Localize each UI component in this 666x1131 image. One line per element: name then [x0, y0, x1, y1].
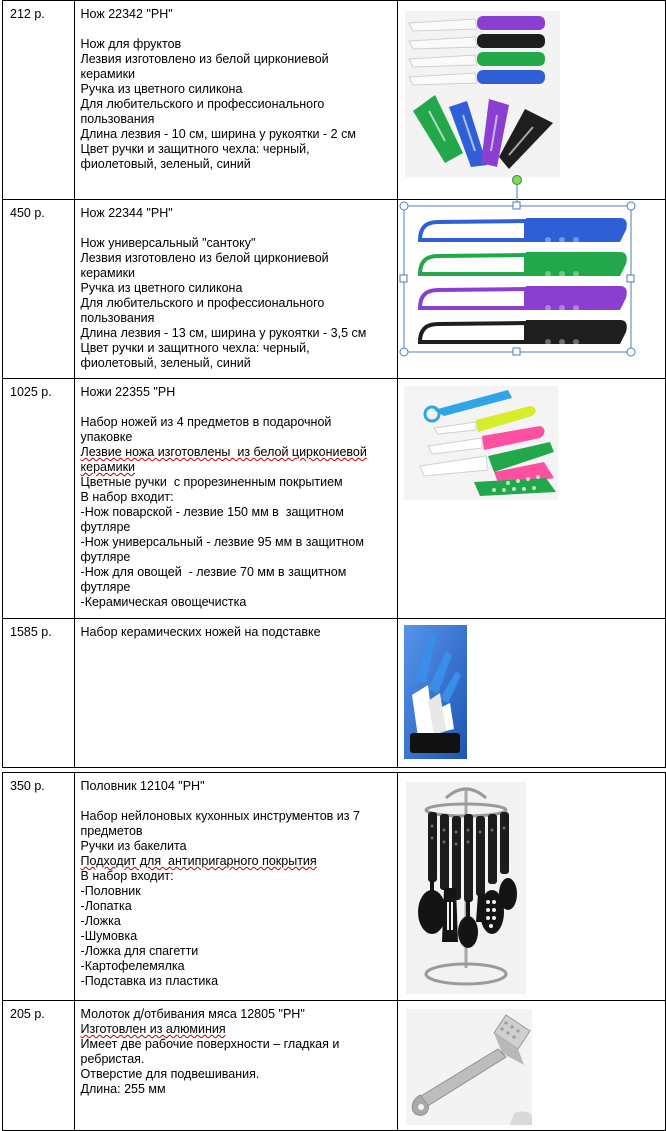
santoku-knife-set-image[interactable] [398, 174, 643, 358]
description-line: В набор входит: [80, 490, 174, 504]
description-line: пользования [80, 311, 155, 325]
description-line: В набор входит: [80, 869, 174, 883]
description-cell [74, 1, 397, 200]
utensil-rack-image [406, 782, 526, 994]
description-cell [74, 379, 397, 619]
knife-gift-set-image [404, 386, 558, 500]
price-text: 212 р. [10, 7, 45, 21]
description-cell [74, 1001, 397, 1131]
price-cell [3, 379, 75, 619]
description-line: Ножи 22355 "PH [80, 385, 176, 399]
description-line: футляре [80, 520, 131, 534]
price-cell [3, 619, 75, 768]
description-line: Набор ножей из 4 предметов в подарочной [80, 415, 332, 429]
description-line: пользования [80, 112, 155, 126]
image-cell [397, 379, 665, 619]
description-line: Лезвия изготовлено из белой циркониевой [80, 52, 329, 66]
description-line: -Шумовка [80, 929, 138, 943]
resize-handle-icon [627, 202, 635, 210]
description-line: Лезвия изготовлено из белой циркониевой [80, 251, 329, 265]
description-line: Имеет две рабочие поверхности – гладкая и [80, 1037, 340, 1051]
resize-handle-icon [513, 348, 520, 355]
price-cell [3, 773, 75, 1001]
table-row [3, 773, 666, 1001]
description-line: керамики [80, 460, 136, 474]
description-line [81, 221, 393, 236]
description-line: Ручка из цветного силикона [80, 82, 243, 96]
table-row [3, 379, 666, 619]
description-line: ребристая. [80, 1052, 145, 1066]
description-line: Лезвие ножа изготовлены из белой циркониевой [80, 445, 367, 459]
resize-handle-icon [627, 348, 635, 356]
price-text: 1025 р. [10, 385, 52, 399]
description-line: -Лопатка [80, 899, 132, 913]
description-text [75, 200, 397, 371]
description-line: керамики [80, 67, 136, 81]
description-line: керамики [80, 266, 136, 280]
description-line: Нож универсальный "сантоку" [80, 236, 256, 250]
products-table-knives [2, 0, 666, 768]
description-line: -Подставка из пластика [80, 974, 219, 988]
description-text [75, 379, 397, 610]
description-line: Цветные ручки с прорезиненным покрытием [80, 475, 343, 489]
price-cell [3, 1, 75, 200]
description-line: Цвет ручки и защитного чехла: черный, [80, 142, 310, 156]
table-row [3, 200, 666, 379]
price-cell [3, 1001, 75, 1131]
description-line: Половник 12104 "PH" [80, 779, 205, 793]
description-line: -Нож для овощей - лезвие 70 мм в защитном [80, 565, 347, 579]
description-line: футляре [80, 550, 131, 564]
resize-handle-icon [400, 348, 408, 356]
description-line: Длина лезвия - 10 см, ширина у рукоятки - 2 см [80, 127, 356, 141]
description-text [75, 619, 397, 640]
description-line: фиолетовый, зеленый, синий [80, 356, 251, 370]
description-line: упаковке [80, 430, 133, 444]
description-line: Ручки из бакелита [80, 839, 187, 853]
price-text: 205 р. [10, 1007, 45, 1021]
description-line: Нож 22342 "PH" [80, 7, 173, 21]
description-cell [74, 773, 397, 1001]
price-cell [3, 200, 75, 379]
description-text [75, 1001, 397, 1097]
description-line [81, 794, 393, 809]
table-row [3, 1001, 666, 1131]
description-line: -Ложка [80, 914, 121, 928]
description-line: Набор керамических ножей на подставке [80, 625, 321, 639]
knife-stand-image [404, 625, 467, 759]
description-line: Для любительского и профессионального [80, 296, 325, 310]
description-line: Длина лезвия - 13 см, ширина у рукоятки - 3,5 см [80, 326, 367, 340]
table-row [3, 1, 666, 200]
resize-handle-icon [400, 275, 407, 282]
description-line: Цвет ручки и защитного чехла: черный, [80, 341, 310, 355]
description-cell [74, 200, 397, 379]
description-line: Подходит для антипригарного покрытия [80, 854, 317, 868]
description-line: Длина: 255 мм [80, 1082, 166, 1096]
description-line: -Нож универсальный - лезвие 95 мм в защитном [80, 535, 364, 549]
description-line: фиолетовый, зеленый, синий [80, 157, 251, 171]
rotate-handle-icon [512, 176, 521, 185]
description-line: Молоток д/отбивания мяса 12805 "PH" [80, 1007, 305, 1021]
description-line: Нож 22344 "PH" [80, 206, 173, 220]
description-line: футляре [80, 580, 131, 594]
table-row [3, 619, 666, 768]
description-line: -Керамическая овощечистка [80, 595, 247, 609]
resize-handle-icon [400, 202, 408, 210]
description-line: предметов [80, 824, 143, 838]
image-cell [397, 619, 665, 768]
description-line: Набор нейлоновых кухонных инструментов из 7 [80, 809, 360, 823]
image-cell [397, 200, 665, 379]
meat-hammer-image [406, 1009, 532, 1125]
price-text: 350 р. [10, 779, 45, 793]
resize-handle-icon [627, 275, 634, 282]
description-text [75, 773, 397, 989]
description-text [75, 1, 397, 172]
description-line: Ручка из цветного силикона [80, 281, 243, 295]
description-line: Отверстие для подвешивания. [80, 1067, 260, 1081]
description-line: -Половник [80, 884, 141, 898]
description-line: -Ложка для спагетти [80, 944, 199, 958]
description-line: -Нож поварской - лезвие 150 мм в защитном [80, 505, 344, 519]
description-line [81, 400, 393, 415]
description-line: -Картофелемялка [80, 959, 185, 973]
price-text: 1585 р. [10, 625, 52, 639]
description-line [81, 22, 393, 37]
description-cell [74, 619, 397, 768]
image-cell [397, 773, 665, 1001]
section-divider [2, 767, 666, 768]
image-cell [397, 1001, 665, 1131]
description-line: Нож для фруктов [80, 37, 182, 51]
description-line: Изготовлен из алюминия [80, 1022, 226, 1036]
image-cell [397, 1, 665, 200]
fruit-knife-set-image [405, 11, 560, 177]
resize-handle-icon [513, 202, 520, 209]
products-table-utensils [2, 772, 666, 1131]
description-line: Для любительского и профессионального [80, 97, 325, 111]
price-text: 450 р. [10, 206, 45, 220]
